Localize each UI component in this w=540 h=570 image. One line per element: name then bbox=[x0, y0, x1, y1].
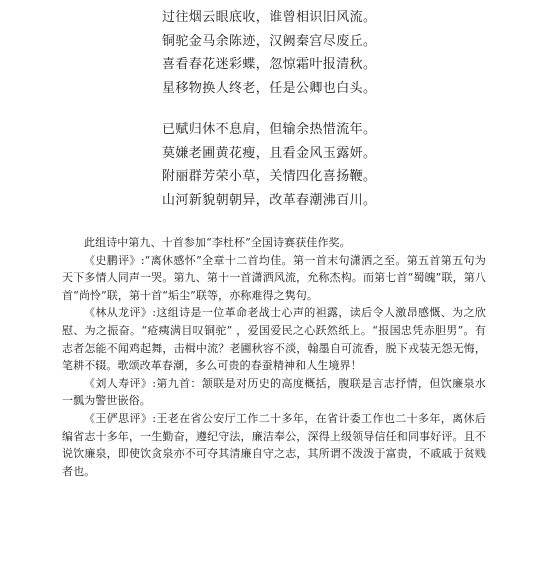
poem-line: 过往烟云眼底收，谁曾相识旧风流。 bbox=[162, 10, 377, 25]
poem-line: 星移物换人终老，任是公卿也白头。 bbox=[162, 80, 377, 96]
poem-stanza-2 bbox=[162, 118, 482, 212]
poem-line: 已赋归休不息肩，但输余热惜流年。 bbox=[162, 122, 377, 137]
poem-line: 喜看春花迷彩蝶，忽惊霜叶报清秋。 bbox=[162, 57, 377, 72]
review-paragraph: 《史鹏评》:“离休感怀”全章十二首均佳。第一首末句潇洒之至。第五首第五句为天下多情人同声一哭。第九、第十一首潇洒风流，允称杰构。而第七首“蜀魄”联，第八首“尚怜”联，第十首“垢尘”联等，亦称难得之隽句。 bbox=[62, 253, 486, 302]
review-paragraph: 《林从龙评》:这组诗是一位革命老战士心声的袒露，读后令人激昂感慨、为之欣慰、为之振奋。“疮痍满目叹铜驼” ，爱国爱民之心跃然纸上。“报国忠凭赤胆男”。有志者怎能不闻鸡起舞，击楫中流？老圃秋容不淡，翰墨自可流香，脱下戎装无怨无悔，笔耕不辍。歌颂改革春潮，多么可贵的春蚕精神和人生境界！ bbox=[62, 306, 486, 373]
poem-section bbox=[162, 6, 482, 212]
poem-line: 附丽群芳荣小草，关情四化喜扬鞭。 bbox=[162, 169, 377, 184]
poem-stanza-1 bbox=[162, 6, 482, 100]
review-paragraph: 《刘人寿评》:第九首：颔联是对历史的高度概括，腹联是言志抒情，但饮廉泉水一瓢为警世嵌俗。 bbox=[62, 376, 486, 408]
poem-line: 莫嫌老圃黄花瘦，且看金风玉露妍。 bbox=[162, 145, 377, 161]
review-paragraph: 《王俨思评》:王老在省公安厅工作二十多年，在省计委工作也二十多年，离休后编省志十多年，一生勤奋，遵纪守法，廉洁奉公，深得上级领导信任和同事好评。且不说饮廉泉，即使饮贪泉亦不可夺其清廉自守之志，其所谓不泼泼于富贵，不戚戚于贫贱者也。 bbox=[62, 411, 486, 478]
award-note: 此组诗中第九、十首参加“李杜杯”全国诗赛获佳作奖。 bbox=[84, 236, 351, 249]
commentary-section bbox=[62, 234, 486, 480]
poem-line: 铜驼金马余陈迹，汉阙秦宫尽废丘。 bbox=[162, 33, 377, 49]
poem-line: 山河新貌朝朝异，改革春潮沸百川。 bbox=[162, 192, 377, 208]
